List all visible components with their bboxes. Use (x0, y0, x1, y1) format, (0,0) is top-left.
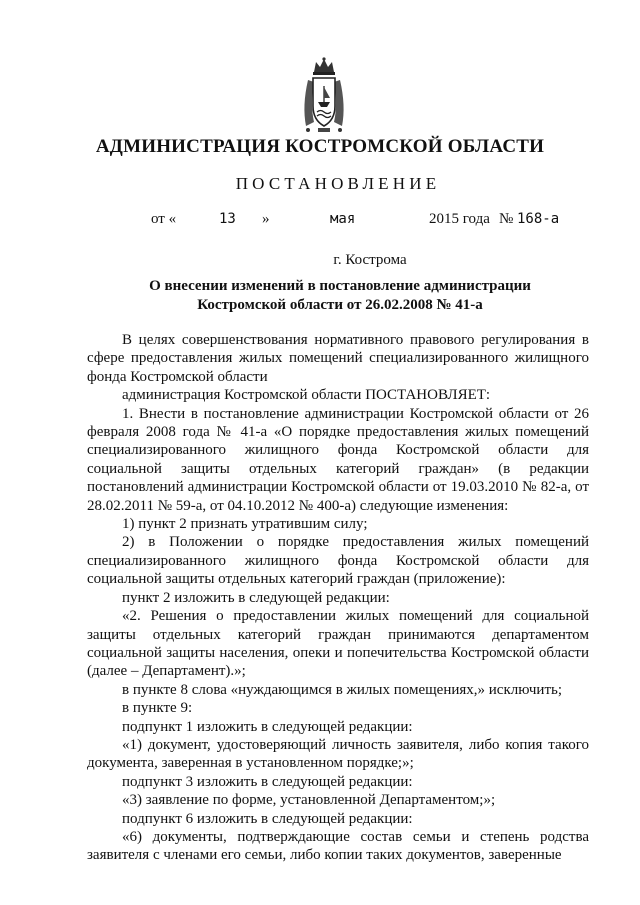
body-paragraph: «6) документы, подтверждающие состав семьи и степень родства заявителя с членами его семьи, либо копии таких документов, заверенные (87, 828, 589, 864)
document-subject (0, 277, 640, 315)
date-number-line (0, 211, 640, 231)
document-number: 168-а (517, 211, 560, 227)
organization-title: АДМИНИСТРАЦИЯ КОСТРОМСКОЙ ОБЛАСТИ (95, 136, 545, 157)
body-paragraph: подпункт 6 изложить в следующей редакции: (122, 810, 413, 827)
document-type: ПОСТАНОВЛЕНИЕ (235, 174, 441, 193)
date-year: 2015 года (429, 211, 490, 227)
body-paragraph: в пункте 9: (122, 700, 193, 717)
subject-line: Костромской области от 26.02.2008 № 41-а (197, 297, 483, 313)
body-paragraph: «1) документ, удостоверяющий личность заявителя, либо копия такого документа, заверенная в установленном порядке;»; (87, 736, 589, 772)
body-paragraph: В целях совершенствования нормативного правового регулирования в сфере предоставления жилых помещений специализированного жилищного фонда Костромской области (87, 332, 589, 385)
body-paragraph: 1) пункт 2 признать утратившим силу; (122, 516, 368, 533)
body-paragraph: пункт 2 изложить в следующей редакции: (122, 589, 390, 606)
body-paragraph: подпункт 1 изложить в следующей редакции: (122, 718, 413, 735)
subject-line: О внесении изменений в постановление администрации (149, 278, 531, 294)
date-day: 13 (219, 211, 236, 227)
body-paragraph: «2. Решения о предоставлении жилых помещений для социальной защиты отдельных категорий граждан принимаются департаментом социальной защиты населения, опеки и попечительства Костромской области (далее – Департамент).»; (87, 608, 589, 680)
body-paragraph: «3) заявление по форме, установленной Департаментом;»; (122, 792, 496, 809)
date-close-quote: » (262, 211, 270, 227)
number-prefix: № (499, 211, 514, 227)
body-paragraph: подпункт 3 изложить в следующей редакции: (122, 773, 413, 790)
city-line: г. Кострома (333, 252, 407, 268)
date-prefix: от « (151, 211, 177, 227)
date-month: мая (330, 211, 356, 227)
body-paragraph: в пункте 8 слова «нуждающимся в жилых помещениях,» исключить; (122, 681, 563, 698)
body-paragraph: администрация Костромской области ПОСТАНОВЛЯЕТ: (122, 387, 491, 404)
body-paragraph: 1. Внести в постановление администрации Костромской области от 26 февраля 2008 года № 41-а «О порядке предоставления жилых помещений специализированного жилищного фонда Костромской области для социальной защиты отдельных категорий граждан» (в редакции постановлений администрации Костромской области от 19.03.2010 № 82-а, от 28.02.2011 № 59-а, от 04.10.2012 № 400-а) следующие изменения: (87, 405, 589, 514)
body-paragraph: 2) в Положении о порядке предоставления жилых помещений специализированного жилищного фонда Костромской области для социальной защиты отдельных категорий граждан (приложение): (87, 534, 589, 588)
document-body (87, 331, 589, 865)
coat-of-arms-emblem (296, 56, 352, 136)
